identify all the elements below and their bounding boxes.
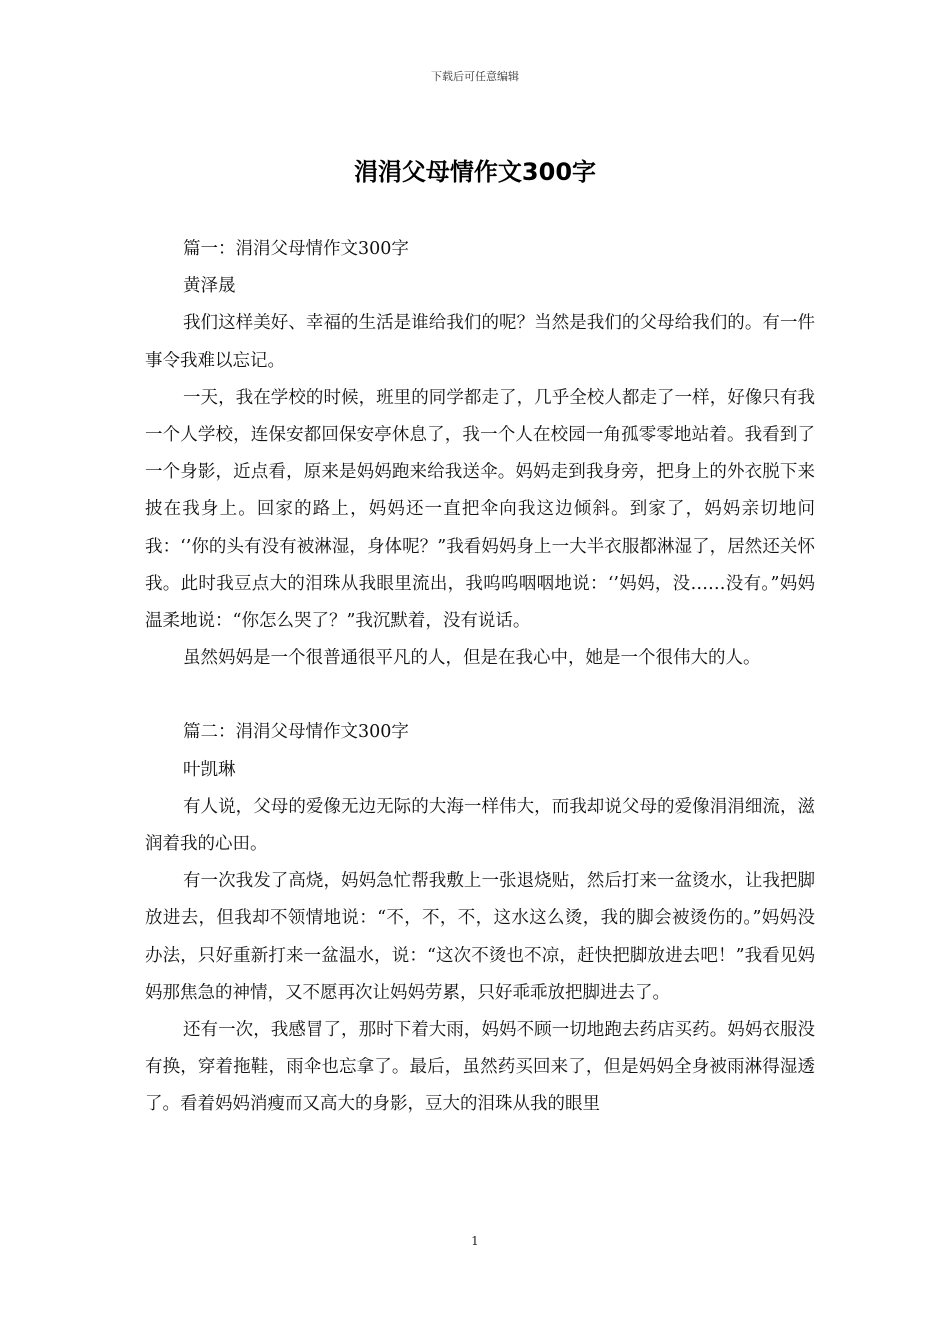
paragraph: 有一次我发了高烧，妈妈急忙帮我敷上一张退烧贴，然后打来一盆烫水，让我把脚放进去，但我却不领情地说：“不，不，不，这水这么烫，我的脚会被烫伤的。”妈妈没办法，只好重新打来一盆温水，说：“这次不烫也不凉，赶快把脚放进去吧！”我看见妈妈那焦急的神情，又不愿再次让妈妈劳累，只好乖乖放把脚进去了。 [145,871,815,1003]
header-note: 下载后可任意编辑 [431,70,519,83]
section-two [145,714,815,1123]
author-name: 叶凯琳 [183,759,236,780]
paragraph: 虽然妈妈是一个很普通很平凡的人，但是在我心中，她是一个很伟大的人。 [183,648,761,669]
paragraph: 还有一次，我感冒了，那时下着大雨，妈妈不顾一切地跑去药店买药。妈妈衣服没有换，穿着拖鞋，雨伞也忘拿了。最后，虽然药买回来了，但是妈妈全身被雨淋得湿透了。看着妈妈消瘦而又高大的身影，豆大的泪珠从我的眼里 [145,1020,815,1115]
section-heading: 篇二：涓涓父母情作文300字 [183,722,409,743]
document-body [145,231,815,1124]
paragraph: 有人说，父母的爱像无边无际的大海一样伟大，而我却说父母的爱像涓涓细流，滋润着我的心田。 [145,796,815,855]
section-spacer [145,677,815,714]
paragraph: 一天，我在学校的时候，班里的同学都走了，几乎全校人都走了一样，好像只有我一个人学校，连保安都回保安亭休息了，我一个人在校园一角孤零零地站着。我看到了一个身影，近点看，原来是妈妈跑来给我送伞。妈妈走到我身旁，把身上的外衣脱下来披在我身上。回家的路上，妈妈还一直把伞向我这边倾斜。到家了，妈妈亲切地问我：‘’你的头有没有被淋湿，身体呢？”我看妈妈身上一大半衣服都淋湿了，居然还关怀我。此时我豆点大的泪珠从我眼里流出，我呜呜咽咽地说：‘’妈妈，没……没有。”妈妈温柔地说：“你怎么哭了？”我沉默着，没有说话。 [145,387,815,632]
paragraph: 我们这样美好、幸福的生活是谁给我们的呢？当然是我们的父母给我们的。有一件事令我难以忘记。 [145,313,815,371]
author-name: 黄泽晟 [183,276,236,297]
section-heading: 篇一：涓涓父母情作文300字 [183,239,409,259]
page-number: 1 [471,1234,479,1248]
section-one [145,231,815,677]
document-title: 涓涓父母情作文300字 [353,158,597,186]
